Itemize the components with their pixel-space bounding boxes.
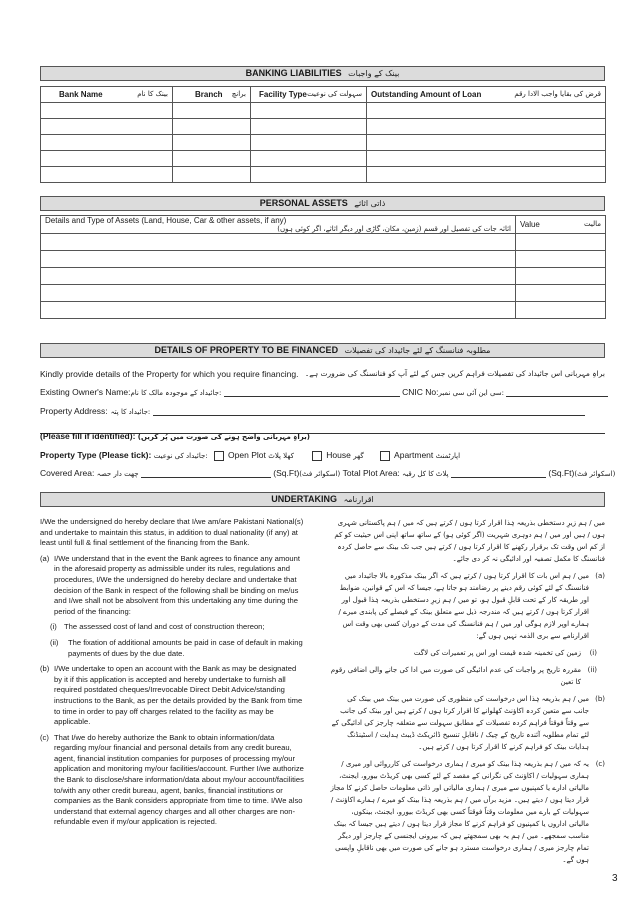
personal-assets-header-row [41,216,606,234]
personal-assets-header [40,196,605,211]
facility-type-cell[interactable] [251,151,367,167]
personal-assets-title-urdu: ذاتی اثاثے [354,199,386,208]
table-row [41,119,606,135]
house-label-urdu: گھر [353,452,364,460]
covered-area-field[interactable] [141,468,271,478]
clause-a [40,554,305,618]
area-row [40,468,615,478]
asset-details-cell[interactable] [41,234,516,251]
clause-a-i-urdu [330,647,597,659]
outstanding-amount-cell[interactable] [367,167,606,183]
col-outstanding-amount: Outstanding Amount of Loan قرض کی بقایا واجب الادا رقم [367,87,606,103]
outstanding-amount-cell[interactable] [367,119,606,135]
clause-a-i-urdu-text: زمین کی تخمینہ شدہ قیمت اور اس پر تعمیرات کی لاگت [413,649,581,657]
property-address-row [40,406,585,416]
facility-type-cell[interactable] [251,119,367,135]
undertaking-intro: I/We the undersigned do hereby declare that I/we am/are Pakistani National(s) and undertake to maintain this status, in addition to dual nationality (if any) at least until full & final settlement of the financing from the Bank. [40,517,304,548]
banking-liabilities-header [40,66,605,81]
property-intro-urdu: براہِ مہربانی اس جائیداد کی تفصیلات فراہم کریں جس کے لئے آپ کو فنانسنگ کی ضرورت ہے۔ [304,369,605,378]
asset-details-cell[interactable] [41,251,516,268]
bank-name-cell[interactable] [41,151,173,167]
property-address-label-urdu: جائیداد کا پتہ: [110,408,151,416]
col-bank-name: Bank Name بینک کا نام [41,87,173,103]
clause-a-i-text: The assessed cost of land and cost of construction thereon; [64,622,265,632]
property-title: DETAILS OF PROPERTY TO BE FINANCED [154,345,339,355]
property-title-urdu: مطلوبہ فنانسنگ کے لئے جائیداد کی تفصیلات [344,346,491,355]
col-facility-type: Facility Type سہولت کی نوعیت [251,87,367,103]
undertaking-header [40,492,605,507]
cnic-label-urdu: سی این آئی سی نمبر: [438,389,505,397]
clause-c [40,733,305,828]
total-plot-area-label: Total Plot Area: [342,468,400,478]
personal-assets-table [40,215,606,319]
asset-details-cell[interactable] [41,268,516,285]
clause-b [40,664,305,728]
apartment-checkbox[interactable] [380,451,390,461]
clause-a-ii-text: The fixation of additional amounts be paid in case of default in making payments of dues by the due date. [68,637,303,658]
clause-b-urdu [330,693,605,753]
house-label: House [326,450,351,460]
personal-assets-title: PERSONAL ASSETS [259,198,348,208]
page-number: 3 [612,873,618,884]
clause-a-ii-urdu [330,664,597,688]
clause-c-text: That I/we do hereby authorize the Bank to obtain information/data regarding my/our financial and personal details from any credit bureau, agent, financial institution companies for purposes of processing my/our application and monitoring my/our facilities/account. Further I/we authorize the Bank to disclose/share information/data about my/our account/facilities to/with any other credit bureau, agent, banks, financial institutions or companies as the Bank considers appropriate from time to time. I/We also understand that external agency charges and all other charges are non-refundable even if my/our application is rejected. [54,732,304,827]
col-branch: Branch برانچ [173,87,251,103]
bank-name-cell[interactable] [41,167,173,183]
asset-value-cell[interactable] [516,251,606,268]
branch-cell[interactable] [173,103,251,119]
total-plot-area-label-urdu: پلاٹ کا کل رقبہ [402,470,449,478]
covered-area-unit: (Sq.Ft) [273,468,300,478]
banking-title: BANKING LIABILITIES [245,68,342,78]
bank-name-cell[interactable] [41,119,173,135]
clause-a-ii-label: (ii) [50,637,59,647]
clause-b-urdu-text: میں / ہم بذریعہ ہٰذا اس درخواست کی منظوری کی صورت میں بینک میں بینک کی جانب سے متعین کردہ اکاؤنٹ کھلوانے کا اقرار کرتا ہوں / کرتے ہیں اور بینک کی جانب سے وقتاً فوقتاً فراہم کردہ تفصیلات کے مطابق سہولت سے متعلقہ چارجز کی ادائیگی کے لئے تمام مطلوبہ آئندہ تاریخ کے چیک / ناقابلِ تنسیخ ڈائریکٹ ڈیبٹ ہدایت / اسٹینڈنگ ہدایات بینک کو فراہم کرنے کا اقرار کرتا ہوں / کرتے ہیں۔ [331,695,589,751]
total-plot-area-field[interactable] [451,468,546,478]
table-row [41,302,606,319]
property-type-label: Property Type (Please tick): [40,450,152,460]
property-intro-en: Kindly provide details of the Property for which you require financing. [40,369,299,379]
col-asset-value: Value مالیت [516,216,606,234]
table-row [41,251,606,268]
open-plot-label: Open Plot [228,450,266,460]
clause-a-i-urdu-label: (i) [589,649,597,657]
clause-b-label: (b) [40,664,50,674]
table-row [41,285,606,302]
facility-type-cell[interactable] [251,103,367,119]
clause-a-label: (a) [40,553,50,563]
clause-a-i [50,622,305,633]
bank-name-cell[interactable] [41,103,173,119]
property-address-field[interactable] [153,406,585,416]
table-row [41,268,606,285]
outstanding-amount-cell[interactable] [367,103,606,119]
clause-a-ii-urdu-text: مقررہ تاریخ پر واجبات کی عدم ادائیگی کی صورت میں ادا کی جانے والی اضافی رقوم کا تعین [330,666,581,686]
property-intro [40,369,298,379]
table-row [41,151,606,167]
col-asset-details: Details and Type of Assets (Land, House, Car & other assets, if any) اثاثہ جات کی تفصیل اور قسم (زمین، مکان، گاڑی اور دیگر اثاثے، اگر کوئی ہوں) [41,216,516,234]
asset-details-cell[interactable] [41,285,516,302]
open-plot-checkbox[interactable] [214,451,224,461]
facility-type-cell[interactable] [251,167,367,183]
clause-a-urdu-label: (a) [595,572,605,580]
clause-a-ii-urdu-label: (ii) [587,666,597,674]
branch-cell[interactable] [173,167,251,183]
undertaking-intro-urdu: میں / ہم زیرِ دستخطی بذریعہ ہٰذا اقرار کرتا ہوں / کرتے ہیں کہ میں / ہم پاکستانی شہری ہوں / ہیں اور میں / ہم دوہری شہریت (اگر کوئی ہو) کے ساتھ ساتھ اپنی اس حیثیت کو کم از کم اس وقت تک برقرار رکھنے کا اقرار کرتا ہوں / کرتے ہیں جب تک بینک سے حاصل کردہ فنانسنگ کا مکمل تصفیہ اور ادائیگی نہ کر دی جائے۔ [334,519,605,563]
property-header [40,343,605,358]
undertaking-title: UNDERTAKING [271,494,338,504]
total-plot-area-unit-urdu: (اسکوائر فٹ) [574,470,616,478]
apartment-label-urdu: اپارٹمنٹ [435,452,461,460]
asset-value-cell[interactable] [516,268,606,285]
branch-cell[interactable] [173,135,251,151]
owner-name-label-urdu: جائیداد کے موجودہ مالک کا نام: [130,389,222,397]
covered-area-label: Covered Area: [40,468,95,478]
owner-name-label: Existing Owner's Name: [40,387,131,397]
asset-value-cell[interactable] [516,302,606,319]
clause-c-urdu [330,758,605,866]
clause-a-i-label: (i) [50,622,57,632]
clause-c-urdu-text: یہ کہ میں / ہم بذریعہ ہٰذا بینک کو میری / ہماری درخواست کی کارروائی اور میری / ہماری سہولیات / اکاؤنٹ کی نگرانی کے مقصد کے لئے کسی بھی کریڈٹ بیورو، ایجنٹ، مالیاتی ادارے یا کمپنیوں سے میری / ہماری مالیاتی اور ذاتی معلومات حاصل کرنے کا مجاز قرار دیتا ہوں / دیتے ہیں۔ مزید برآں میں / ہم بذریعہ ہٰذا بینک کو میرے / ہمارے اکاؤنٹ / سہولیات کے بارے میں معلومات وقتاً فوقتاً کسی بھی کریڈٹ بیورو، ایجنٹ، بینکوں، مالیاتی اداروں یا کمپنیوں کو فراہم کرنے کا مجاز قرار دیتا ہوں / دیتے ہیں جیسا کہ بینک مناسب سمجھے۔ میں / ہم یہ بھی سمجھتے ہیں کہ بیرونی ایجنسی کے چارجز اور دیگر تمام چارجز میری / ہماری درخواست مسترد ہو جانے کی صورت میں بھی ناقابلِ واپسی ہوں گے۔ [330,760,589,864]
clause-c-label: (c) [40,732,49,742]
property-type-row [40,450,460,461]
branch-cell[interactable] [173,119,251,135]
bank-name-cell[interactable] [41,135,173,151]
clause-b-text: I/We undertake to open an account with the Bank as may be designated by it if this application is accepted and hereby undertake to furnish all required postdated cheques/Irrevocable Direct Debit Advice/standing instructions to the Bank, as per the details provided by the Bank from time to time in order to pay off charges related to the facility as may be applicable. [54,664,303,727]
covered-area-label-urdu: چھت دار حصہ [96,470,139,478]
banking-header-row [41,87,606,103]
banking-table [40,86,606,183]
table-row [41,103,606,119]
owner-name-field[interactable] [224,387,400,397]
apartment-label: Apartment [394,450,434,460]
fill-if-identified-urdu: (براہِ مہربانی واضح ہونے کی صورت میں پُر کریں) [137,433,310,441]
cnic-label: CNIC No: [402,387,439,397]
owner-name-row [40,387,608,397]
asset-value-cell[interactable] [516,285,606,302]
clause-a-urdu [330,570,605,642]
fill-if-identified [40,431,310,441]
covered-area-unit-urdu: (اسکوائر فٹ) [299,470,341,478]
outstanding-amount-cell[interactable] [367,135,606,151]
clause-a-text: I/We understand that in the event the Bank agrees to finance any amount in the aforesaid property as admissible under its rules, regulations and procedures, I/We the undersigned do hereby declare and undertake that decision of the Bank in respect of the following shall be binding on me/us and I/we shall not be absolvent from this undertaking any time during the period of the financing: [54,553,300,616]
branch-cell[interactable] [173,151,251,167]
total-plot-area-unit: (Sq.Ft) [548,468,575,478]
clause-a-urdu-text: میں / ہم اس بات کا اقرار کرتا ہوں / کرتے ہیں کہ اگر بینک مذکورہ بالا جائیداد میں فنانسنگ کے لئے کوئی رقم دینے پر رضامند ہو جاتا ہے، جیسا کہ اس کے قوانین، ضوابط اور طریقہ کار کے تحت قابلِ قبول ہو، تو میں / ہم زیرِ دستخطی بذریعہ ہٰذا قبول اور اقرار کرتا ہوں / کرتے ہیں کہ مندرجہ ذیل سے متعلق بینک کے فیصلے کی پابندی میرے / ہمارے اوپر لازم ہوگی اور میں / ہم فنانسنگ کی مدت کے دوران کسی بھی وقت اس اقرارنامے سے بری الذمہ نہیں ہوں گے: [338,572,589,640]
table-row [41,234,606,251]
clause-a-ii [50,638,305,659]
clause-c-urdu-label: (c) [595,760,605,768]
undertaking-urdu-column [330,517,605,871]
open-plot-label-urdu: کھلا پلاٹ [268,452,294,460]
cnic-field[interactable] [506,387,608,397]
banking-title-urdu: بینک کے واجبات [348,69,400,78]
table-row [41,167,606,183]
undertaking-title-urdu: اقرارنامہ [343,495,374,504]
property-address-label: Property Address: [40,406,108,416]
property-type-label-urdu: جائیداد کی نوعیت: [153,452,208,460]
clause-b-urdu-label: (b) [595,695,605,703]
asset-value-cell[interactable] [516,234,606,251]
facility-type-cell[interactable] [251,135,367,151]
fill-if-identified-en: (Please fill if identified): [40,431,136,441]
outstanding-amount-cell[interactable] [367,151,606,167]
undertaking-english-column [40,517,305,833]
table-row [41,135,606,151]
house-checkbox[interactable] [312,451,322,461]
asset-details-cell[interactable] [41,302,516,319]
